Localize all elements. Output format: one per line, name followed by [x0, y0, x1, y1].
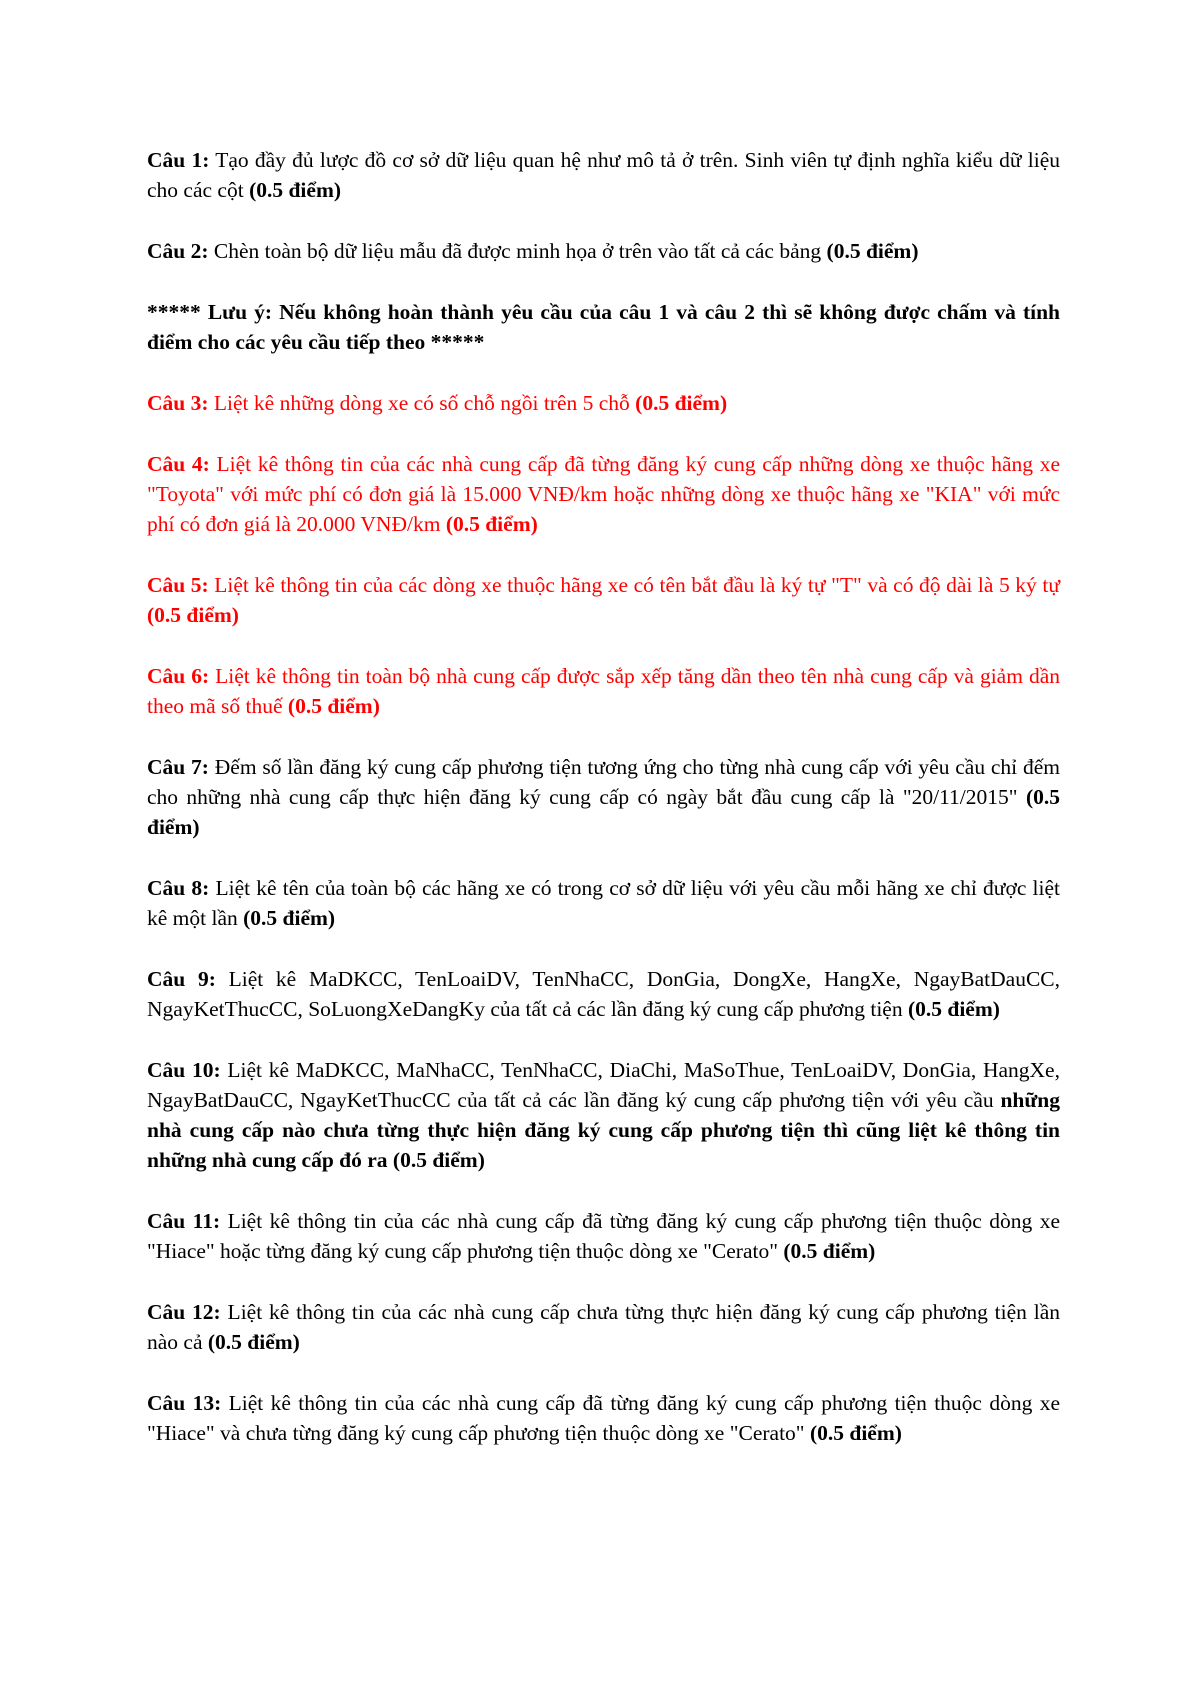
question-label: Câu 4: — [147, 452, 210, 476]
question-text: Liệt kê thông tin của các nhà cung cấp đã từng đăng ký cung cấp phương tiện thuộc dòng xe "Hiace" hoặc từng đăng ký cung cấp phương tiện thuộc dòng xe "Cerato" — [147, 1209, 1060, 1263]
question-3 — [147, 388, 1060, 418]
question-points: (0.5 điểm) — [445, 512, 538, 536]
question-text: Liệt kê MaDKCC, TenLoaiDV, TenNhaCC, DonGia, DongXe, HangXe, NgayBatDauCC, NgayKetThucCC, SoLuongXeDangKy của tất cả các lần đăng ký cung cấp phương tiện — [147, 967, 1060, 1021]
question-text: Liệt kê thông tin của các nhà cung cấp đã từng đăng ký cung cấp phương tiện thuộc dòng xe "Hiace" và chưa từng đăng ký cung cấp phương tiện thuộc dòng xe "Cerato" — [147, 1391, 1060, 1445]
question-label: Câu 13: — [147, 1391, 222, 1415]
question-points: (0.5 điểm) — [907, 997, 1000, 1021]
question-points: (0.5 điểm) — [392, 1148, 485, 1172]
question-label: Câu 9: — [147, 967, 216, 991]
question-points: (0.5 điểm) — [147, 785, 1060, 839]
question-text: Liệt kê thông tin của các nhà cung cấp đã từng đăng ký cung cấp những dòng xe thuộc hãng xe "Toyota" với mức phí có đơn giá là 15.000 VNĐ/km hoặc những dòng xe thuộc hãng xe "KIA" với mức phí có đơn giá là 20.000 VNĐ/km — [147, 452, 1060, 536]
question-points: (0.5 điểm) — [287, 694, 380, 718]
question-1 — [147, 145, 1060, 205]
question-text: Liệt kê thông tin của các nhà cung cấp chưa từng thực hiện đăng ký cung cấp phương tiện lần nào cả — [147, 1300, 1061, 1354]
question-points: (0.5 điểm) — [783, 1239, 876, 1263]
question-2 — [147, 236, 1060, 266]
question-label: Câu 6: — [147, 664, 210, 688]
question-12 — [147, 1297, 1060, 1357]
question-text: Liệt kê tên của toàn bộ các hãng xe có trong cơ sở dữ liệu với yêu cầu mỗi hãng xe chỉ được liệt kê một lần — [147, 876, 1060, 930]
question-label: Câu 2: — [147, 239, 209, 263]
grading-note — [147, 297, 1060, 357]
question-points: (0.5 điểm) — [207, 1330, 300, 1354]
question-label: Câu 12: — [147, 1300, 221, 1324]
question-text: Đếm số lần đăng ký cung cấp phương tiện tương ứng cho từng nhà cung cấp với yêu cầu chỉ đếm cho những nhà cung cấp thực hiện đăng ký cung cấp có ngày bắt đầu cung cấp là "20/11/2015" — [147, 755, 1060, 809]
question-8 — [147, 873, 1060, 933]
question-points: (0.5 điểm) — [249, 178, 342, 202]
question-text: Liệt kê MaDKCC, MaNhaCC, TenNhaCC, DiaChi, MaSoThue, TenLoaiDV, DonGia, HangXe, NgayBatDauCC, NgayKetThucCC của tất cả các lần đăng ký cung cấp phương tiện với yêu cầu — [147, 1058, 1060, 1112]
question-points: (0.5 điểm) — [243, 906, 336, 930]
question-text: Tạo đầy đủ lược đồ cơ sở dữ liệu quan hệ như mô tả ở trên. Sinh viên tự định nghĩa kiểu dữ liệu cho các cột — [147, 148, 1060, 202]
question-9 — [147, 964, 1060, 1024]
question-text: Chèn toàn bộ dữ liệu mẫu đã được minh họa ở trên vào tất cả các bảng — [208, 239, 827, 263]
question-label: Câu 3: — [147, 391, 209, 415]
question-5 — [147, 570, 1060, 630]
question-points: (0.5 điểm) — [826, 239, 919, 263]
question-11 — [147, 1206, 1060, 1266]
question-label: Câu 8: — [147, 876, 210, 900]
question-label: Câu 7: — [147, 755, 209, 779]
question-6 — [147, 661, 1060, 721]
question-label: Câu 5: — [147, 573, 209, 597]
question-10 — [147, 1055, 1060, 1175]
question-points: (0.5 điểm) — [809, 1421, 902, 1445]
question-7 — [147, 752, 1060, 842]
question-label: Câu 10: — [147, 1058, 221, 1082]
question-text: Liệt kê thông tin của các dòng xe thuộc hãng xe có tên bắt đầu là ký tự "T" và có độ dài là 5 ký tự — [208, 573, 1060, 597]
question-points: (0.5 điểm) — [635, 391, 728, 415]
question-text: Liệt kê những dòng xe có số chỗ ngồi trên 5 chỗ — [208, 391, 636, 415]
question-text: Liệt kê thông tin toàn bộ nhà cung cấp được sắp xếp tăng dần theo tên nhà cung cấp và giảm dần theo mã số thuế — [147, 664, 1060, 718]
question-label: Câu 1: — [147, 148, 210, 172]
note-text: ***** Lưu ý: Nếu không hoàn thành yêu cầu của câu 1 và câu 2 thì sẽ không được chấm và tính điểm cho các yêu cầu tiếp theo ***** — [147, 300, 1060, 354]
question-points: (0.5 điểm) — [147, 603, 239, 627]
question-label: Câu 11: — [147, 1209, 221, 1233]
question-13 — [147, 1388, 1060, 1448]
question-emphasis: những nhà cung cấp nào chưa từng thực hiện đăng ký cung cấp phương tiện thì cũng liệt kê thông tin những nhà cung cấp đó ra — [147, 1088, 1060, 1172]
question-4 — [147, 449, 1060, 539]
